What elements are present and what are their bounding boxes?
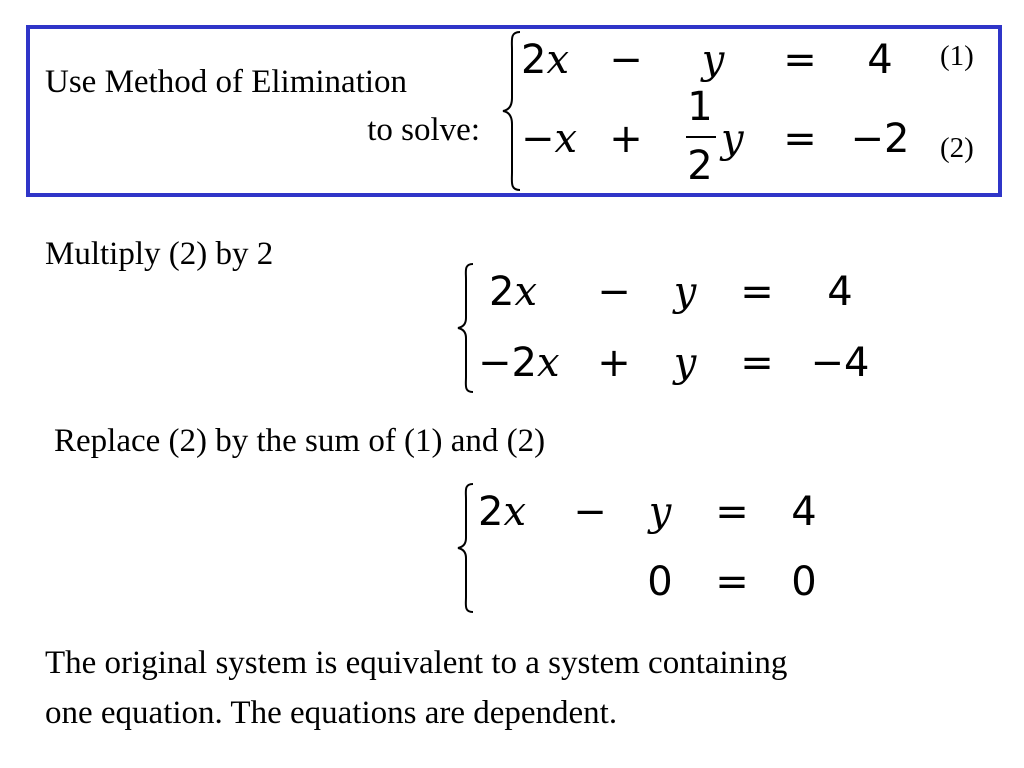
instruction-line-1: Use Method of Elimination — [45, 64, 408, 100]
step1-eq2-y-term: y — [673, 340, 697, 386]
problem-eq2-operator: + — [609, 116, 643, 162]
step1-text: Multiply (2) by 2 — [45, 236, 274, 272]
step2-eq1-equals: = — [715, 489, 749, 535]
problem-eq1-operator: − — [609, 37, 643, 83]
problem-eq1-x-term: 2x — [521, 37, 570, 83]
step2-eq2-equals: = — [715, 559, 749, 605]
step1-eq2-equals: = — [740, 340, 774, 386]
system-brace-step2 — [455, 482, 477, 614]
step1-eq2-operator: + — [597, 340, 631, 386]
instruction-line-2: to solve: — [367, 112, 480, 148]
problem-eq2-label: (2) — [940, 132, 974, 164]
system-brace-step1 — [455, 262, 477, 394]
step1-eq2-x-term: −2x — [478, 340, 560, 386]
step1-eq2-rhs: −4 — [810, 340, 870, 386]
problem-eq1-y-term: y — [701, 37, 725, 83]
conclusion-line-2: one equation. The equations are dependent. — [45, 695, 618, 731]
problem-eq1-rhs: 4 — [867, 37, 893, 83]
step1-eq1-operator: − — [597, 269, 631, 315]
problem-eq2-fraction-numerator: 1 — [687, 84, 713, 130]
problem-eq2-fraction-denominator: 2 — [687, 143, 713, 189]
problem-eq2-y-term: y — [721, 116, 744, 162]
step2-eq1-y-term: y — [648, 489, 672, 535]
step2-eq2-lhs: 0 — [647, 559, 673, 605]
problem-eq1-label: (1) — [940, 40, 974, 72]
step2-eq1-x-term: 2x — [478, 489, 527, 535]
problem-eq2-rhs: −2 — [850, 116, 910, 162]
step1-eq1-rhs: 4 — [827, 269, 853, 315]
step2-eq2-rhs: 0 — [791, 559, 817, 605]
conclusion-line-1: The original system is equivalent to a system containing — [45, 645, 788, 681]
step1-eq1-y-term: y — [673, 269, 697, 315]
step2-eq1-operator: − — [573, 489, 607, 535]
problem-eq2-x-term: −x — [521, 116, 578, 162]
problem-eq2-equals: = — [783, 116, 817, 162]
step1-eq1-x-term: 2x — [489, 269, 538, 315]
step2-eq1-rhs: 4 — [791, 489, 817, 535]
problem-eq1-equals: = — [783, 37, 817, 83]
step1-eq1-equals: = — [740, 269, 774, 315]
step2-text: Replace (2) by the sum of (1) and (2) — [54, 423, 546, 459]
problem-eq2-fraction-bar — [686, 136, 716, 138]
